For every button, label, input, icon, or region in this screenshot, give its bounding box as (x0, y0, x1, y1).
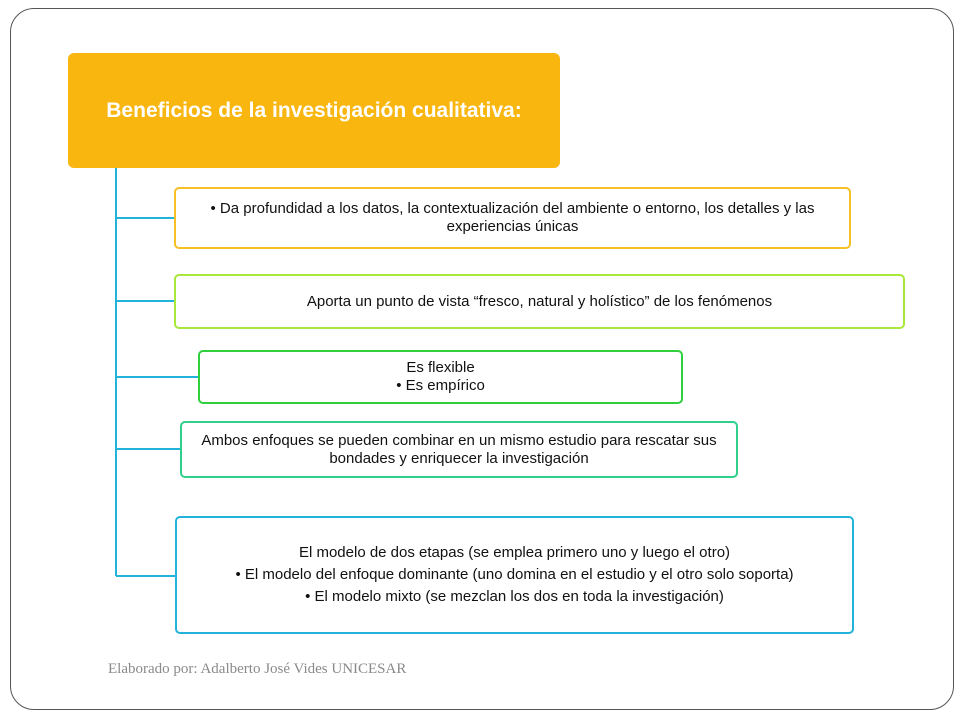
header-title: Beneficios de la investigación cualitativa: (106, 98, 522, 122)
benefit-box-depth (174, 187, 851, 249)
benefit-text: Ambos enfoques se pueden combinar en un mismo estudio para rescatar sus bondades y enriquecer la investigación (201, 431, 717, 467)
benefit-text: • El modelo mixto (se mezclan los dos en toda la investigación) (305, 588, 724, 605)
benefit-text: Aporta un punto de vista “fresco, natural y holístico” de los fenómenos (306, 292, 773, 310)
benefit-text: • Da profundidad a los datos, la contextualización del ambiente o entorno, los detalles y las experiencias únicas (210, 200, 815, 235)
benefit-box-models (175, 516, 854, 634)
header-box (68, 53, 560, 168)
benefit-box-flexible (198, 350, 683, 404)
benefit-text: Es flexible (406, 359, 475, 376)
benefit-box-combine (180, 421, 738, 478)
benefit-text: • El modelo del enfoque dominante (uno domina en el estudio y el otro solo soporta) (235, 566, 794, 583)
footer-credit: Elaborado por: Adalberto José Vides UNICESAR (108, 661, 407, 677)
benefit-text: • Es empírico (396, 377, 485, 394)
benefit-box-perspective (174, 274, 905, 329)
benefit-text: El modelo de dos etapas (se emplea primero uno y luego el otro) (298, 544, 731, 561)
